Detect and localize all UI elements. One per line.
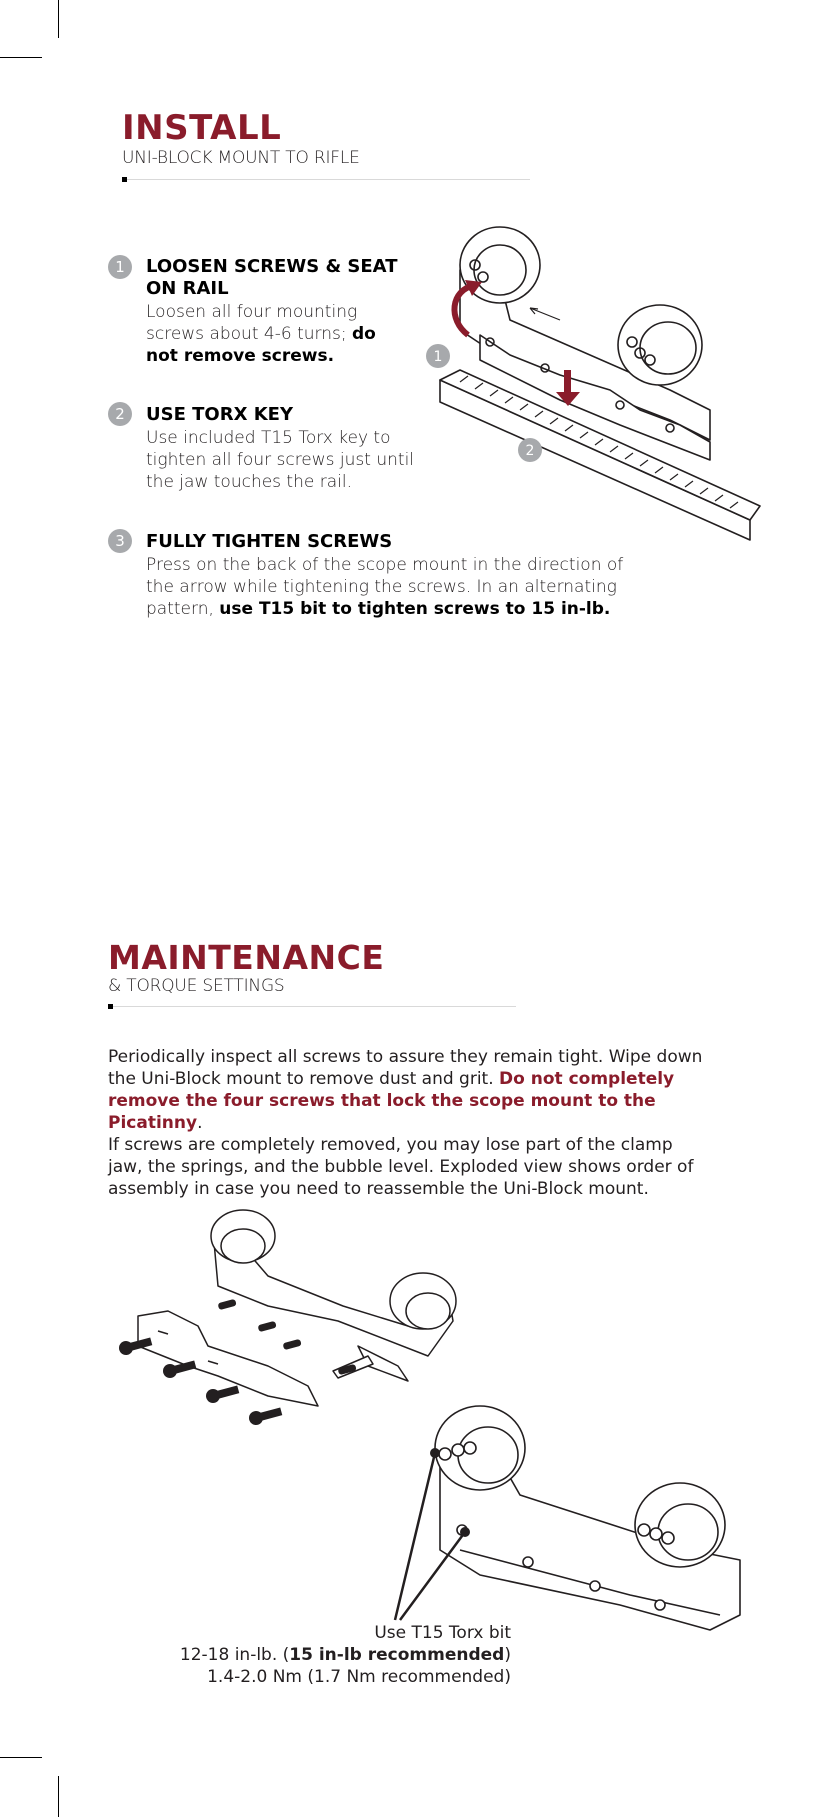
step-2-body bbox=[146, 427, 414, 493]
maintenance-rule bbox=[108, 1006, 516, 1007]
direction-arrow bbox=[530, 308, 560, 320]
step-2-badge: 2 bbox=[108, 402, 132, 426]
torque-caption-line bbox=[180, 1644, 511, 1666]
step-1-badge: 1 bbox=[108, 255, 132, 279]
install-subtitle: UNI-BLOCK MOUNT TO RIFLE bbox=[122, 148, 360, 168]
step-3-title: FULLY TIGHTEN SCREWS bbox=[146, 531, 393, 552]
paragraph-line bbox=[108, 1068, 748, 1090]
diagram-label-1: 1 bbox=[433, 349, 443, 365]
torque-caption-text: 12-18 in-lb. ( bbox=[179, 1645, 290, 1665]
step-1-body-line: Loosen all four mounting bbox=[146, 302, 358, 322]
paragraph-line: If screws are completely removed, you may lose part of the clamp bbox=[108, 1135, 673, 1155]
step-1-body-emphasis: not remove screws. bbox=[146, 346, 335, 366]
step-1-title bbox=[146, 256, 397, 300]
paragraph-warning: remove the four screws that lock the scope mount to the Picatinny bbox=[108, 1091, 656, 1133]
paragraph-line: Periodically inspect all screws to assure they remain tight. Wipe down bbox=[108, 1047, 703, 1067]
step-2-body-line: the jaw touches the rail. bbox=[146, 472, 352, 492]
crop-mark bbox=[0, 1757, 42, 1758]
step-2-title: USE TORX KEY bbox=[146, 404, 294, 425]
install-rule-marker bbox=[122, 177, 127, 182]
step-2-body-line: Use included T15 Torx key to bbox=[146, 428, 391, 448]
torque-caption-line: 1.4-2.0 Nm (1.7 Nm recommended) bbox=[207, 1667, 511, 1687]
paragraph-line bbox=[108, 1090, 748, 1134]
paragraph-text: the Uni-Block mount to remove dust and grit. bbox=[108, 1069, 500, 1089]
mount-on-rail-illustration bbox=[420, 210, 760, 570]
step-3-body-line bbox=[146, 598, 623, 620]
step-3-body-line: Press on the back of the scope mount in the direction of bbox=[146, 555, 624, 575]
paragraph-line: jaw, the springs, and the bubble level. Exploded view shows order of bbox=[108, 1157, 694, 1177]
install-rule bbox=[122, 179, 530, 180]
maintenance-title: MAINTENANCE bbox=[108, 938, 385, 977]
step-1-body-text: screws about 4-6 turns; bbox=[146, 324, 352, 344]
step-1-title-line: ON RAIL bbox=[146, 278, 229, 299]
exploded-view-illustration bbox=[108, 1196, 468, 1446]
crop-mark bbox=[0, 57, 42, 58]
step-1-body-emphasis: do bbox=[351, 324, 376, 344]
crop-mark bbox=[58, 1776, 59, 1817]
step-1-body bbox=[146, 301, 376, 367]
step-1-body-line bbox=[146, 323, 376, 345]
step-3-badge: 3 bbox=[108, 529, 132, 553]
maintenance-subtitle: & TORQUE SETTINGS bbox=[108, 976, 285, 996]
step-1-body-line bbox=[146, 345, 376, 367]
torque-caption bbox=[180, 1622, 511, 1688]
maintenance-rule-marker bbox=[108, 1004, 113, 1009]
paragraph-text: . bbox=[197, 1113, 203, 1133]
crop-mark bbox=[58, 0, 59, 38]
step-2-body-line: tighten all four screws just until bbox=[146, 450, 415, 470]
torque-caption-emphasis: 15 in-lb recommended bbox=[289, 1645, 505, 1665]
diagram-label-2: 2 bbox=[525, 443, 535, 459]
step-3-body-emphasis: use T15 bit to tighten screws to 15 in-lb. bbox=[219, 599, 611, 619]
step-3-body-line: the arrow while tightening the screws. In an alternating bbox=[146, 577, 617, 597]
torque-caption-text: ) bbox=[504, 1645, 511, 1665]
torque-caption-line: Use T15 Torx bit bbox=[374, 1623, 511, 1643]
install-title: INSTALL bbox=[122, 108, 282, 148]
paragraph-line: assembly in case you need to reassemble the Uni-Block mount. bbox=[108, 1179, 649, 1199]
assembled-mount-illustration bbox=[420, 1400, 750, 1635]
paragraph-warning: Do not completely bbox=[499, 1069, 675, 1089]
step-1-title-line: LOOSEN SCREWS & SEAT bbox=[146, 256, 398, 277]
maintenance-paragraph bbox=[108, 1046, 748, 1200]
step-3-body-text: pattern, bbox=[146, 599, 220, 619]
tighten-arrow bbox=[564, 370, 571, 394]
